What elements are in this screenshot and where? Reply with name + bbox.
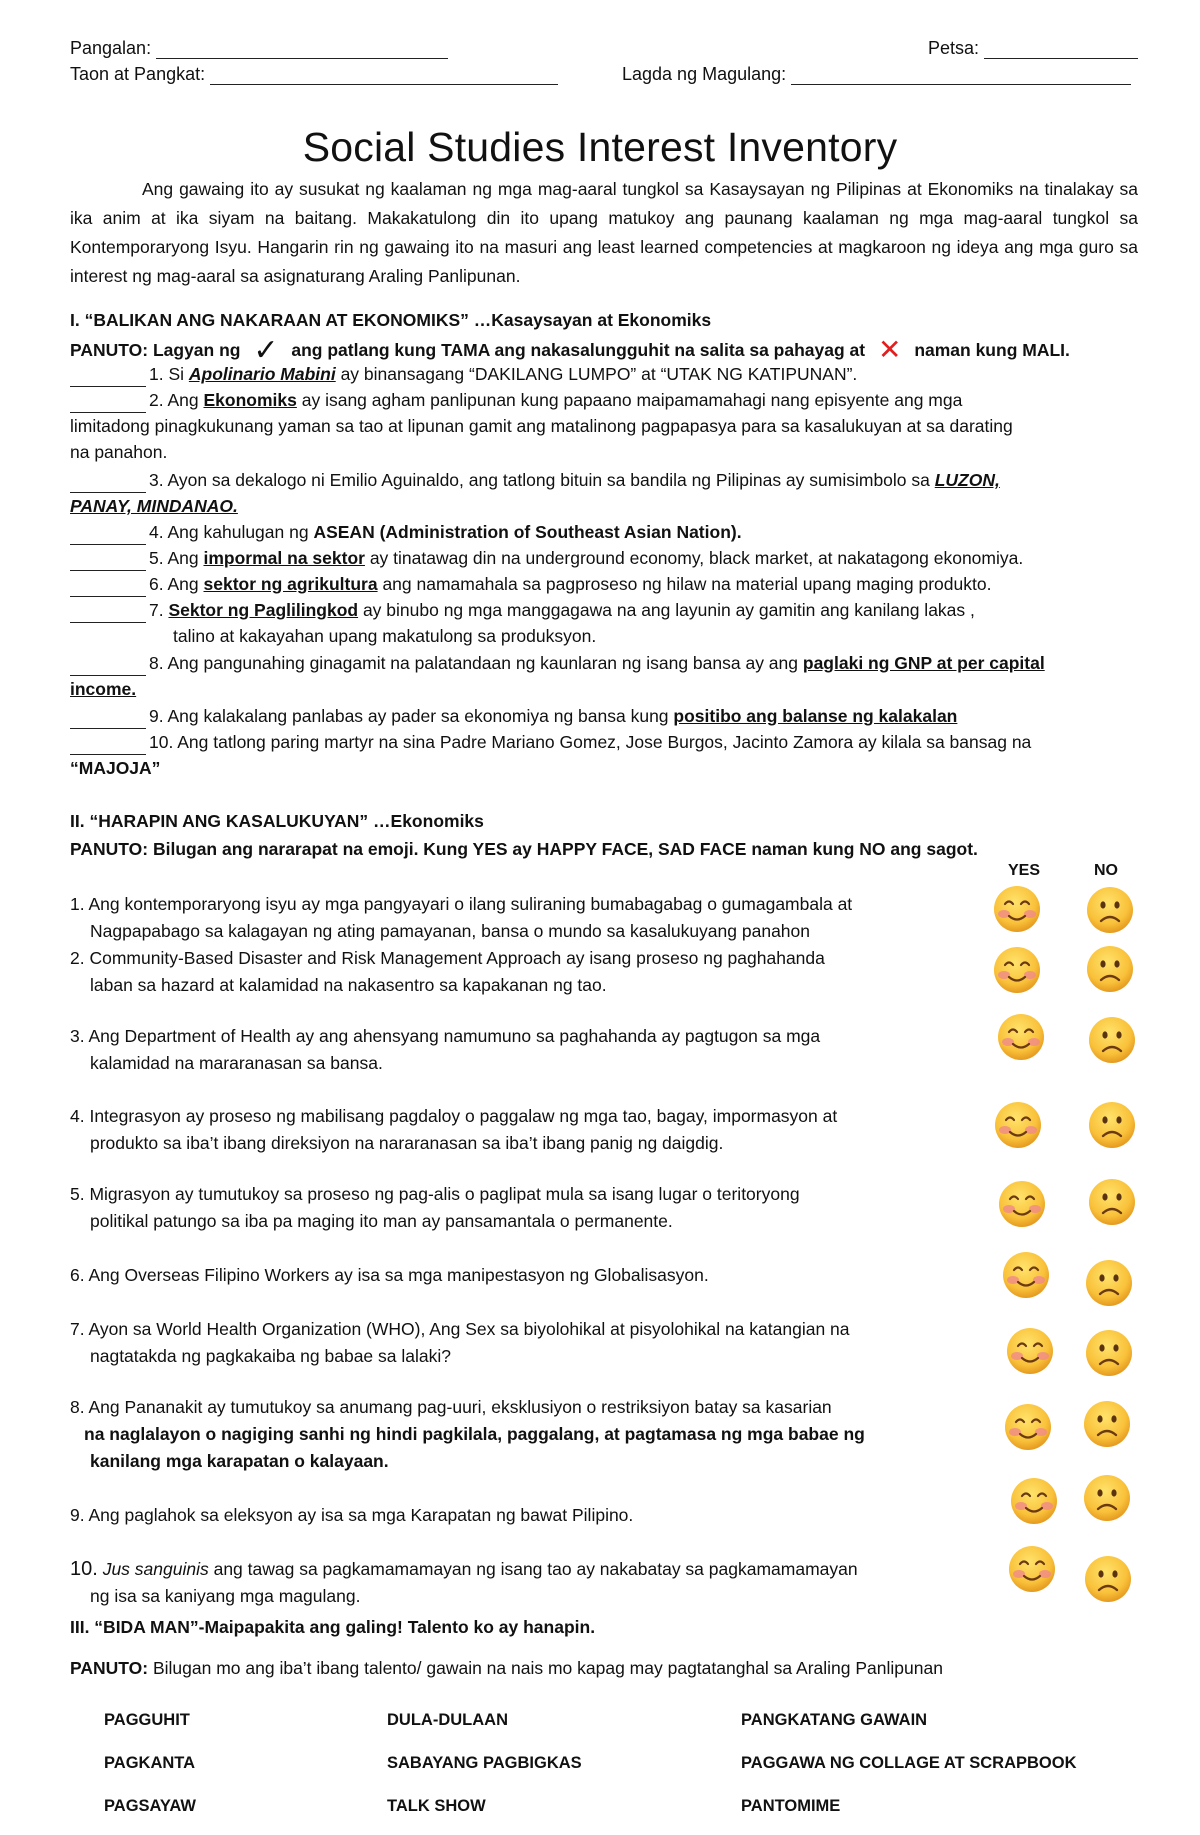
section3-directions: PANUTO: Bilugan mo ang iba’t ibang talento/ gawain na nais mo kapag may pagtatanghal sa Araling Panlipunan [70, 1658, 943, 1678]
question-5: 5. Migrasyon ay tumutukoy sa proseso ng pag-alis o paglipat mula sa isang lugar o teritoryong politikal patungo sa iba pa maging ito man ay pansamantala o permanente. [70, 1184, 800, 1231]
parent-signature-label: Lagda ng Magulang: [622, 64, 787, 84]
no-column-label: NO [1094, 862, 1118, 879]
answer-blank[interactable] [70, 369, 146, 387]
parent-signature-field[interactable] [622, 64, 1131, 85]
happy-face-icon[interactable] [1008, 1545, 1056, 1593]
question-1: 1. Ang kontemporaryong isyu ay mga pangyayari o ilang suliraning bumabagabag o gumagambala at Nagpapabago sa kalagayan ng ating pamayanan, bansa o mundo sa kasalukuyang panahon [70, 894, 853, 941]
sad-face-icon[interactable] [1088, 1178, 1136, 1226]
tf-item-6: 6. Ang sektor ng agrikultura ang namamahala sa pagproseso ng hilaw na material upang maging produkto. [70, 571, 1140, 597]
question-8: 8. Ang Pananakit ay tumutukoy sa anumang pag-uuri, eksklusiyon o restriksiyon batay sa kasarian na naglalayon o nagiging sanhi ng hindi pagkilala, paggalang, at pagtamasa ng mga babae ng kanilang mga karapatan o kalayaan. [70, 1397, 865, 1471]
sad-face-icon[interactable] [1083, 1400, 1131, 1448]
question-9: 9. Ang paglahok sa eleksyon ay isa sa mga Karapatan ng bawat Pilipino. [70, 1505, 634, 1525]
parent-signature-line[interactable] [791, 66, 1131, 85]
section3-heading: III. “BIDA MAN”-Maipapakita ang galing! Talento ko ay hanapin. [70, 1617, 596, 1637]
happy-face-icon[interactable] [1002, 1251, 1050, 1299]
tf-item-3: 3. Ayon sa dekalogo ni Emilio Aguinaldo, ang tatlong bituin sa bandila ng Pilipinas ay sumisimbolo sa LUZON, PANAY, MINDANAO. [70, 470, 1000, 516]
happy-face-icon[interactable] [993, 885, 1041, 933]
section2-heading: II. “HARAPIN ANG KASALUKUYAN” …Ekonomiks [70, 811, 484, 831]
section2-directions: PANUTO: Bilugan ang nararapat na emoji. Kung YES ay HAPPY FACE, SAD FACE naman kung NO ang sagot. [70, 839, 978, 859]
talent-option[interactable]: DULA-DULAAN [387, 1711, 508, 1729]
date-label: Petsa: [928, 38, 980, 58]
name-line[interactable] [156, 40, 448, 59]
sad-face-icon[interactable] [1086, 945, 1134, 993]
tf-item-7: 7. Sektor ng Paglilingkod ay binubo ng mga manggagawa na ang layunin ay gamitin ang kanilang lakas , talino at kakayahan upang makatulong sa produksyon. [70, 597, 1140, 649]
year-section-label: Taon at Pangkat: [70, 64, 206, 84]
tf-item-1: 1. Si Apolinario Mabini ay binansagang “DAKILANG LUMPO” at “UTAK NG KATIPUNAN”. [70, 361, 1140, 387]
answer-blank[interactable] [70, 579, 146, 597]
answer-blank[interactable] [70, 553, 146, 571]
name-label: Pangalan: [70, 38, 152, 58]
intro-text: Ang gawaing ito ay susukat ng kaalaman ng mga mag-aaral tungkol sa Kasaysayan ng Pilipinas at Ekonomiks na tinalakay sa ika anim at ika siyam na baitang. Makakatulong din ito upang matukoy ang paunang kaalaman ng mga mag-aaral tungkol sa Kontemporaryong Isyu. Hangarin rin ng gawaing ito na masuri ang least learned competencies at magkaroon ng ideya ang mga guro sa interest ng mag-aaral sa asignaturang Araling Panlipunan. [70, 179, 1138, 286]
sad-face-icon[interactable] [1085, 1329, 1133, 1377]
talent-option[interactable]: PAGSAYAW [104, 1797, 197, 1815]
sad-face-icon[interactable] [1083, 1474, 1131, 1522]
date-line[interactable] [984, 40, 1138, 59]
tf-item-9: 9. Ang kalakalang panlabas ay pader sa ekonomiya ng bansa kung positibo ang balanse ng kalakalan [70, 703, 1140, 729]
year-section-field[interactable] [70, 64, 558, 85]
name-field[interactable] [70, 38, 448, 59]
sad-face-icon[interactable] [1086, 886, 1134, 934]
question-10: 10. Jus sanguinis ang tawag sa pagkamamamayan ng isang tao ay nakabatay sa pagkamamamayan ng isa sa kaniyang mga magulang. [70, 1558, 858, 1606]
question-4: 4. Integrasyon ay proseso ng mabilisang pagdaloy o paggalaw ng mga tao, bagay, impormasyon at produkto sa iba’t ibang direksiyon na nararanasan sa iba’t ibang panig ng daigdig. [70, 1106, 838, 1153]
question-6: 6. Ang Overseas Filipino Workers ay isa sa mga manipestasyon ng Globalisasyon. [70, 1265, 709, 1285]
sad-face-icon[interactable] [1085, 1259, 1133, 1307]
section1-directions: PANUTO: Lagyan ng ✓ ang patlang kung TAMA ang nakasalungguhit na salita sa pahayag at ✕ naman kung MALI. [70, 334, 1070, 367]
happy-face-icon[interactable] [1010, 1477, 1058, 1525]
page-title: Social Studies Interest Inventory [302, 124, 898, 170]
happy-face-icon[interactable] [1006, 1327, 1054, 1375]
date-field[interactable] [928, 38, 1138, 59]
tf-item-8: 8. Ang pangunahing ginagamit na palatandaan ng kaunlaran ng isang bansa ay ang paglaki ng GNP at per capital income. [70, 653, 1045, 699]
happy-face-icon[interactable] [1004, 1403, 1052, 1451]
tf-item-10: 10. Ang tatlong paring martyr na sina Padre Mariano Gomez, Jose Burgos, Jacinto Zamora ay kilala sa bansag na “MAJOJA” [70, 732, 1032, 778]
x-mark-icon: ✕ [877, 334, 902, 365]
question-7: 7. Ayon sa World Health Organization (WHO), Ang Sex sa biyolohikal at pisyolohikal na katangian na nagtatakda ng pagkakaiba ng babae sa lalaki? [70, 1319, 850, 1366]
answer-blank[interactable] [70, 395, 146, 413]
talent-option[interactable]: PAGGAWA NG COLLAGE AT SCRAPBOOK [741, 1754, 1077, 1772]
question-3: 3. Ang Department of Health ay ang ahensyang namumuno sa paghahanda ay pagtugon sa mga kalamidad na mararanasan sa bansa. [70, 1026, 821, 1073]
talent-option[interactable]: PANGKATANG GAWAIN [741, 1711, 928, 1729]
answer-blank[interactable] [70, 711, 146, 729]
sad-face-icon[interactable] [1088, 1101, 1136, 1149]
sad-face-icon[interactable] [1088, 1016, 1136, 1064]
talent-option[interactable]: PAGKANTA [104, 1754, 196, 1772]
answer-blank[interactable] [70, 658, 146, 676]
tf-item-2: 2. Ang Ekonomiks ay isang agham panlipunan kung papaano maipamamahagi nang episyente ang mga limitadong pinagkukunang yaman sa tao at lipunan gamit ang matalinong pagpapasya para sa kasalukuyan at sa darating na panahon. [70, 390, 1013, 462]
check-mark-icon: ✓ [253, 334, 279, 367]
answer-blank[interactable] [70, 527, 146, 545]
happy-face-icon[interactable] [997, 1013, 1045, 1061]
question-2: 2. Community-Based Disaster and Risk Management Approach ay isang proseso ng paghahanda laban sa hazard at kalamidad na nakasentro sa kapakanan ng tao. [70, 948, 825, 995]
answer-blank[interactable] [70, 737, 146, 755]
tf-item-4: 4. Ang kahulugan ng ASEAN (Administration of Southeast Asian Nation). [70, 519, 1140, 545]
intro-paragraph [70, 175, 1138, 291]
happy-face-icon[interactable] [994, 1101, 1042, 1149]
talent-option[interactable]: PAGGUHIT [104, 1711, 190, 1729]
answer-blank[interactable] [70, 605, 146, 623]
talent-option[interactable]: SABAYANG PAGBIGKAS [387, 1754, 582, 1772]
section1-heading: I. “BALIKAN ANG NAKARAAN AT EKONOMIKS” …Kasaysayan at Ekonomiks [70, 310, 712, 330]
yes-column-label: YES [1008, 862, 1041, 879]
sad-face-icon[interactable] [1084, 1555, 1132, 1603]
talent-option[interactable]: PANTOMIME [741, 1797, 841, 1815]
happy-face-icon[interactable] [993, 946, 1041, 994]
tf-item-5: 5. Ang impormal na sektor ay tinatawag din na underground economy, black market, at nakatagong ekonomiya. [70, 545, 1140, 571]
year-section-line[interactable] [210, 66, 558, 85]
answer-blank[interactable] [70, 475, 146, 493]
happy-face-icon[interactable] [998, 1180, 1046, 1228]
talent-option[interactable]: TALK SHOW [387, 1797, 486, 1815]
